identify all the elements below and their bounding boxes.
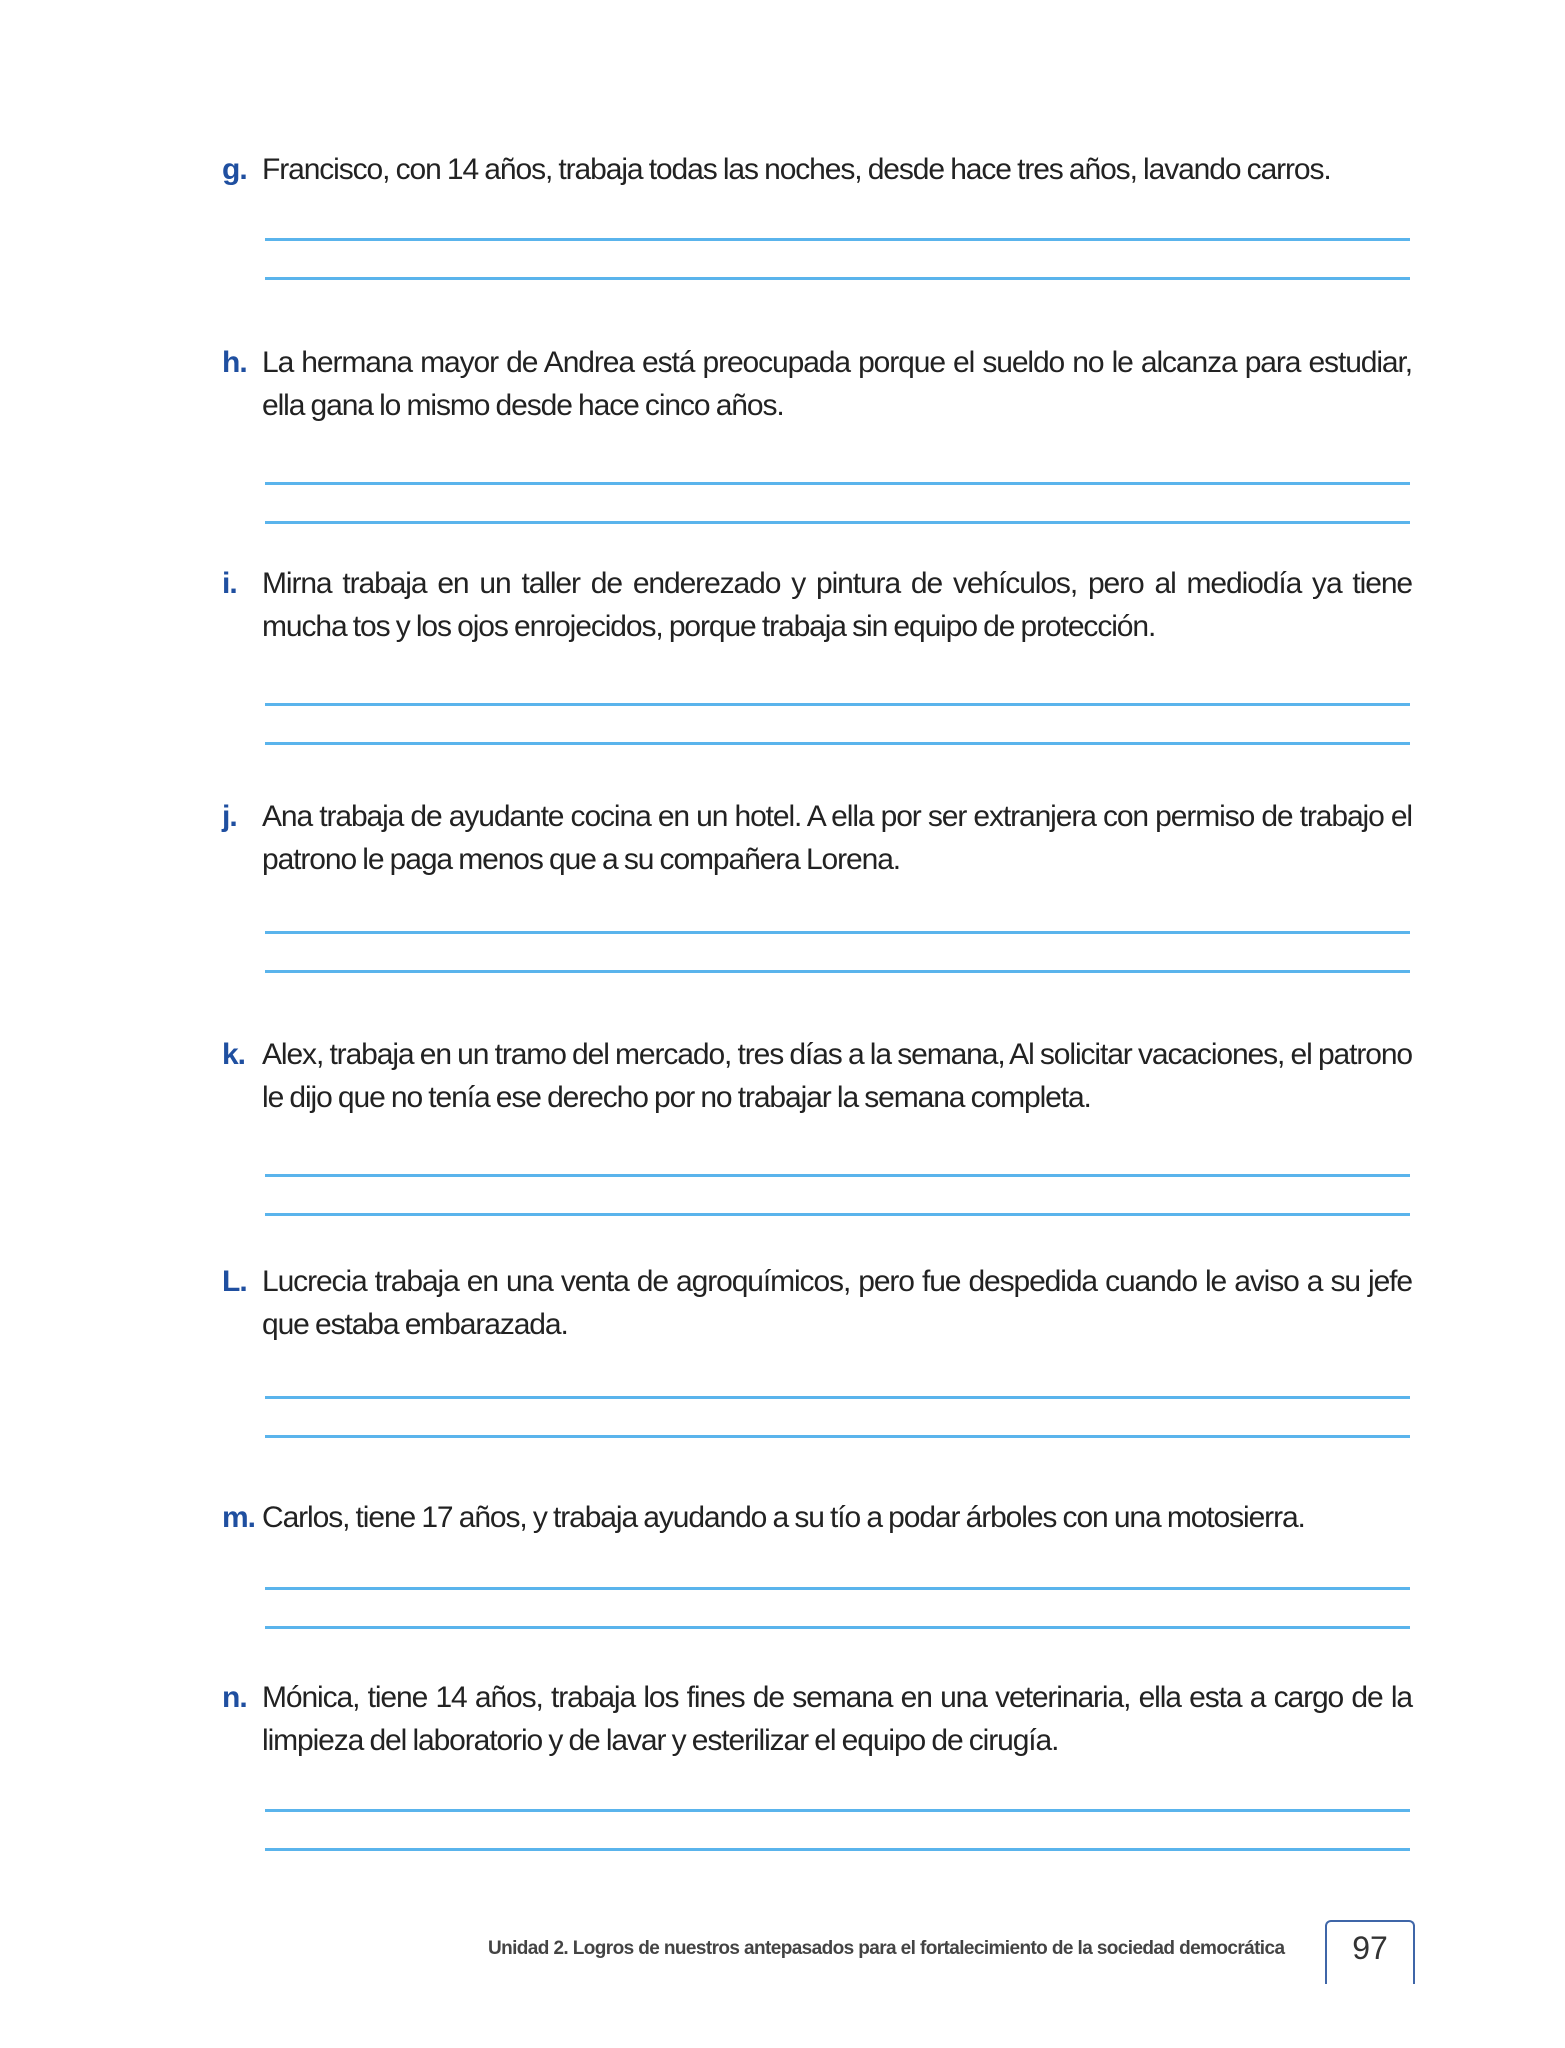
item-text: Mónica, tiene 14 años, trabaja los fines de semana en una veterinaria, ella esta a cargo de la limpieza del laboratorio y de lavar y esterilizar el equipo de cirugía. [262,1681,1412,1757]
page-number: 97 [1352,1930,1388,1966]
item-label: n. [222,1681,247,1714]
item-label: j. [222,800,237,833]
answer-line[interactable] [265,1848,1410,1851]
answer-line[interactable] [265,277,1410,280]
footer-unit-title: Unidad 2. Logros de nuestros antepasados para el fortalecimiento de la sociedad democrática [488,1938,1285,1959]
item-text: Alex, trabaja en un tramo del mercado, tres días a la semana, Al solicitar vacaciones, el patrono le dijo que no tenía ese derecho por no trabajar la semana completa. [262,1038,1412,1114]
item-label: i. [222,567,237,600]
item-text: Ana trabaja de ayudante cocina en un hotel. A ella por ser extranjera con permiso de trabajo el patrono le paga menos que a su compañera Lorena. [262,800,1412,876]
answer-line[interactable] [265,703,1410,706]
item-label: L. [222,1265,247,1298]
answer-line[interactable] [265,482,1410,485]
item-label: g. [222,153,247,186]
answer-line[interactable] [265,1213,1410,1216]
answer-line[interactable] [265,1435,1410,1438]
page-number-box [1325,1920,1415,1984]
item-label: k. [222,1038,246,1071]
item-text: Mirna trabaja en un taller de enderezado y pintura de vehículos, pero al mediodía ya tiene mucha tos y los ojos enrojecidos, porque trabaja sin equipo de protección. [262,567,1412,643]
answer-line[interactable] [265,970,1410,973]
item-label: m. [222,1501,256,1534]
answer-line[interactable] [265,238,1410,241]
answer-line[interactable] [265,521,1410,524]
answer-line[interactable] [265,1396,1410,1399]
answer-line[interactable] [265,931,1410,934]
answer-line[interactable] [265,1587,1410,1590]
item-text: Carlos, tiene 17 años, y trabaja ayudando a su tío a podar árboles con una motosierra. [262,1501,1305,1534]
answer-line[interactable] [265,1626,1410,1629]
answer-line[interactable] [265,1174,1410,1177]
item-text: Lucrecia trabaja en una venta de agroquímicos, pero fue despedida cuando le aviso a su jefe que estaba embarazada. [262,1265,1412,1341]
answer-line[interactable] [265,1809,1410,1812]
item-label: h. [222,346,247,379]
item-text: La hermana mayor de Andrea está preocupada porque el sueldo no le alcanza para estudiar, ella gana lo mismo desde hace cinco años. [262,346,1412,422]
answer-line[interactable] [265,742,1410,745]
item-text: Francisco, con 14 años, trabaja todas las noches, desde hace tres años, lavando carros. [262,153,1331,186]
